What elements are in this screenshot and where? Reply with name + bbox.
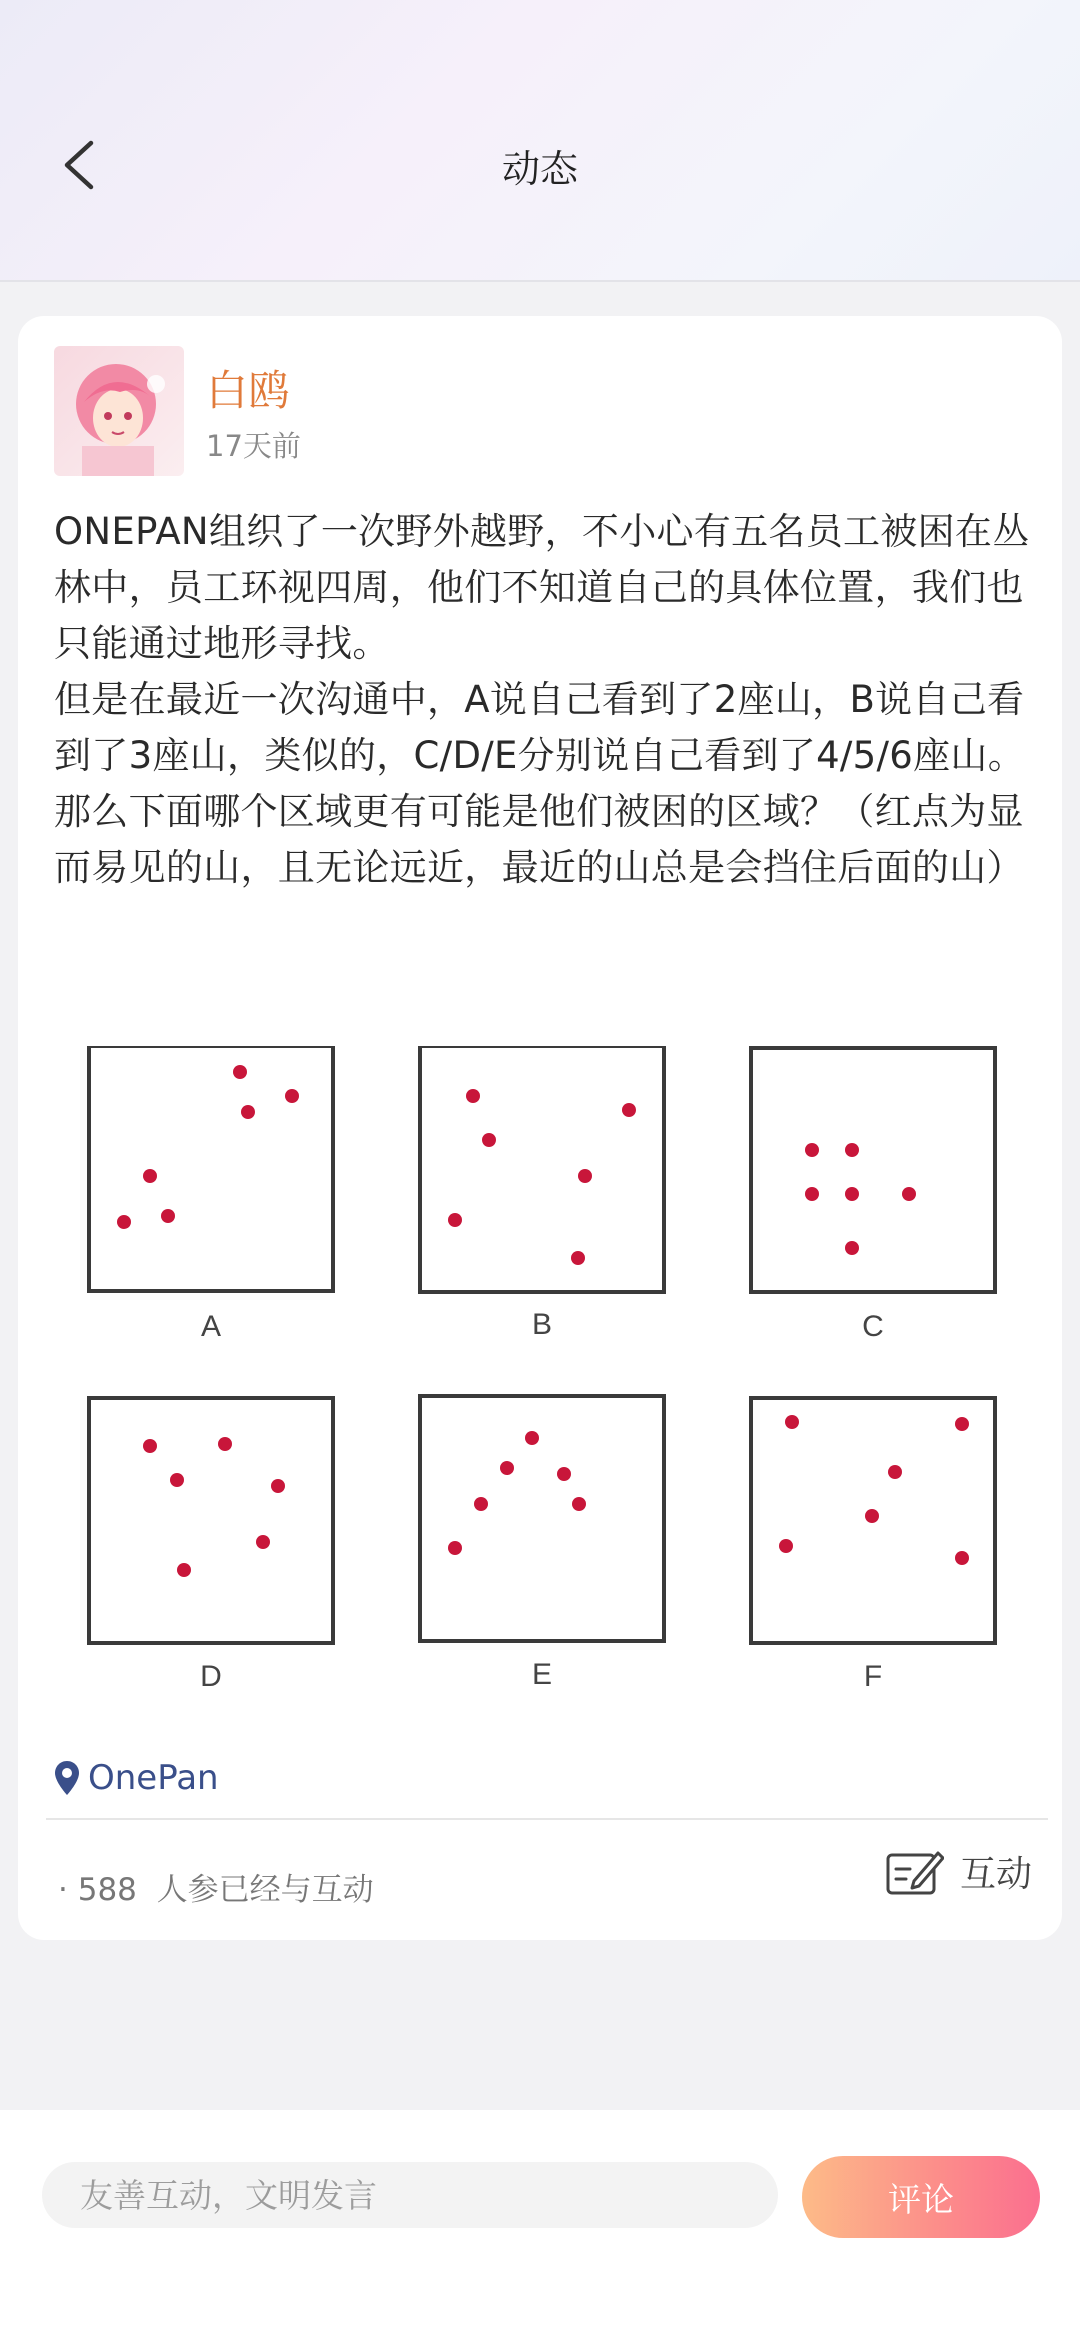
mountain-dots-f	[779, 1415, 969, 1565]
mountain-dots-a	[117, 1065, 299, 1229]
divider	[46, 1818, 1048, 1820]
post-card	[18, 316, 1062, 1940]
bullet-dot: ·	[58, 1872, 78, 1908]
option-label-f: F	[863, 1660, 883, 1693]
page-title: 动态	[501, 147, 578, 191]
puzzle-image[interactable]	[54, 1046, 1054, 1766]
option-label-c: C	[862, 1310, 884, 1343]
location-pin-icon	[54, 1760, 80, 1796]
option-label-d: D	[200, 1660, 222, 1693]
avatar-illustration	[54, 346, 184, 476]
post-paragraph: 那么下面哪个区域更有可能是他们被困的区域？（红点为显而易见的山，且无论远近，最近的山总是会挡住后面的山）	[54, 790, 1024, 889]
mountain-dots-e	[448, 1431, 586, 1555]
option-a-panel	[89, 1046, 333, 1291]
post-paragraph: ONEPAN组织了一次野外越野，不小心有五名员工被困在丛林中，员工环视四周，他们不知道自己的具体位置，我们也只能通过地形寻找。	[54, 510, 1030, 665]
comment-bar	[0, 2110, 1080, 2340]
mountain-dots-d	[143, 1437, 285, 1577]
option-c-panel	[751, 1048, 995, 1292]
option-label-b: B	[531, 1308, 553, 1341]
avatar[interactable]	[54, 346, 184, 476]
comment-input[interactable]	[42, 2162, 778, 2228]
participant-count: 588	[77, 1872, 137, 1908]
top-header	[0, 0, 1080, 282]
comment-submit-button[interactable]: 评论	[802, 2156, 1040, 2238]
post-body	[54, 504, 1044, 896]
location-name: OnePan	[88, 1758, 219, 1798]
option-label-e: E	[531, 1658, 553, 1691]
mountain-dots-c	[805, 1143, 916, 1255]
author-name[interactable]: 白鸥	[206, 366, 291, 415]
interact-label: 互动	[959, 1854, 1032, 1895]
interact-button[interactable]	[886, 1846, 1032, 1897]
mountain-dots-b	[448, 1089, 636, 1265]
participant-text: 人参已经与互动	[156, 1872, 374, 1908]
option-b-panel	[420, 1046, 664, 1292]
option-label-a: A	[200, 1310, 222, 1343]
participant-summary	[58, 1864, 374, 1909]
post-time: 17天前	[206, 429, 301, 463]
edit-note-icon	[886, 1847, 944, 1897]
location-tag[interactable]	[54, 1758, 219, 1798]
option-e-panel	[420, 1396, 664, 1641]
post-paragraph: 但是在最近一次沟通中，A说自己看到了2座山，B说自己看到了3座山，类似的，C/D/E分别说自己看到了4/5/6座山。	[54, 678, 1026, 777]
option-d-panel	[89, 1398, 333, 1643]
